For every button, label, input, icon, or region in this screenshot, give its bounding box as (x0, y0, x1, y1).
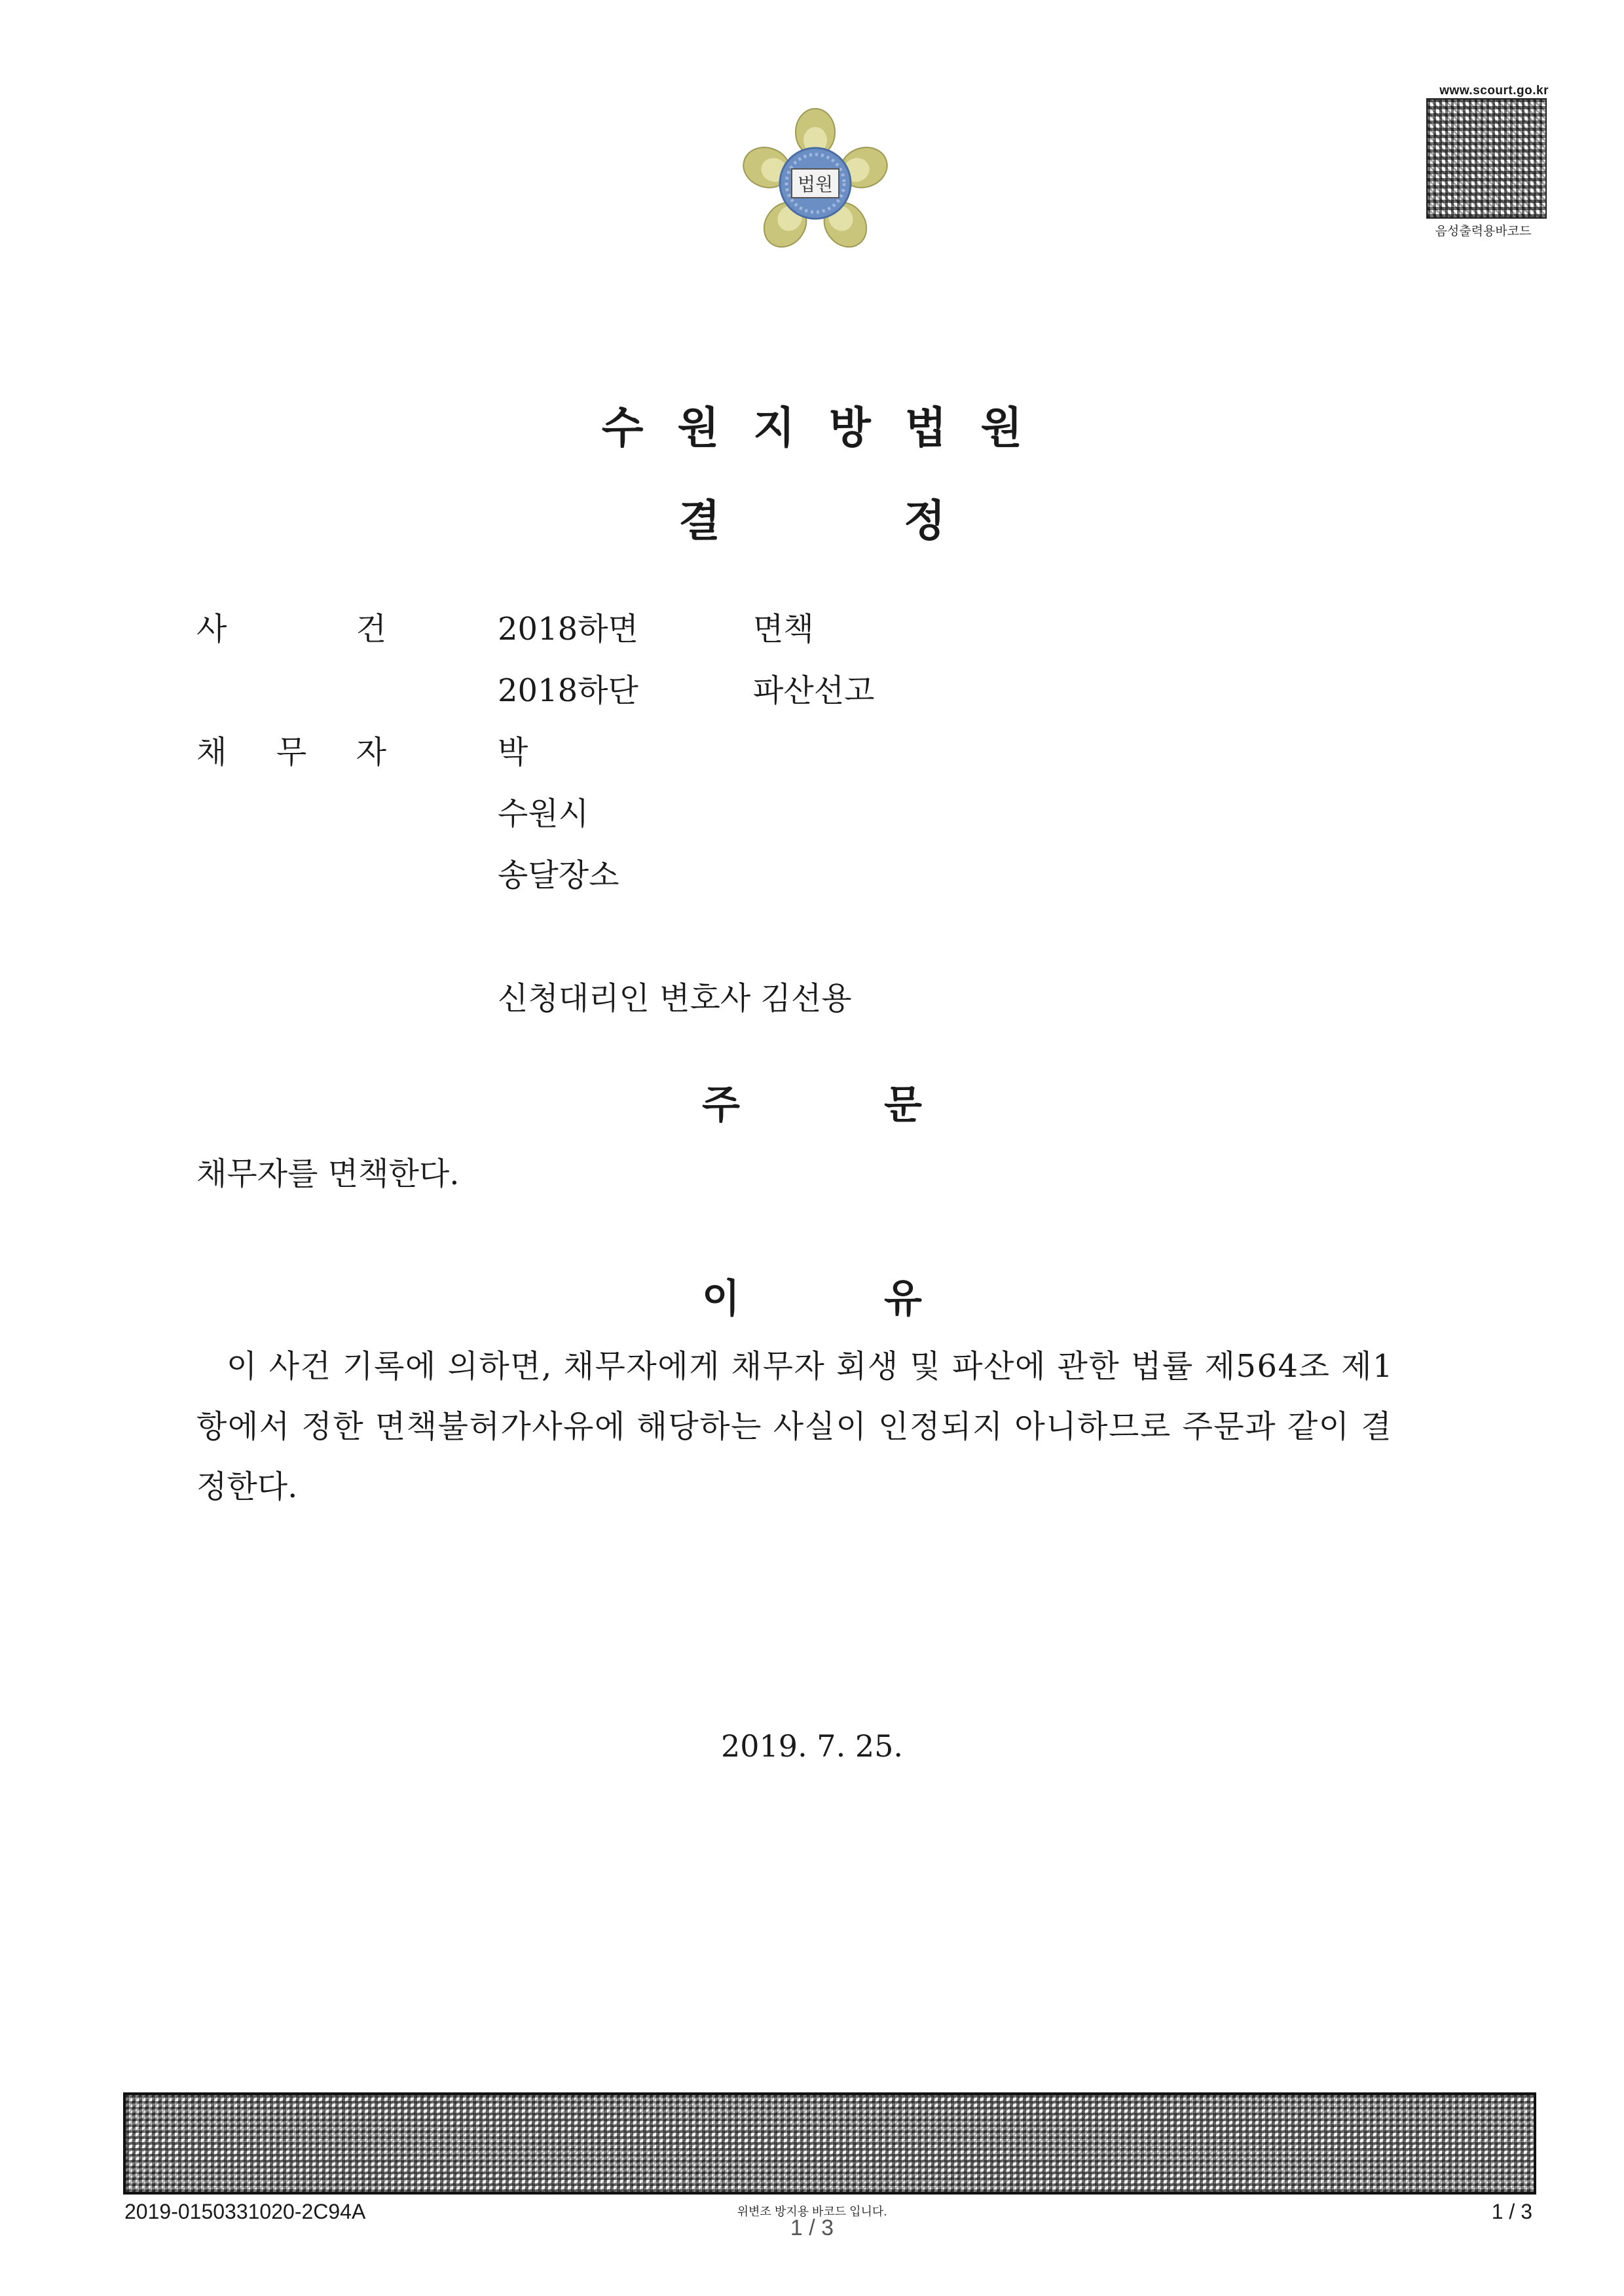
reason-line: 항에서 정한 면책불허가사유에 해당하는 사실이 인정되지 아니하므로 주문과 같이 결 (196, 1408, 1393, 1445)
reason-line: 이 사건 기록에 의하면, 채무자에게 채무자 회생 및 파산에 관한 법률 제564조 제1 (227, 1348, 1394, 1385)
debtor-label-char: 무 (276, 734, 307, 771)
qr-url: www.scourt.go.kr (1439, 84, 1549, 98)
qr-caption: 음성출력용바코드 (1435, 225, 1532, 238)
debtor-agent: 신청대리인 변호사 김선용 (498, 980, 852, 1017)
case-label-char: 사 (196, 611, 227, 647)
debtor-service-address: 송달장소 (498, 857, 619, 894)
debtor-label (196, 727, 386, 772)
voice-output-barcode (1426, 98, 1547, 219)
order-text: 채무자를 면책한다. (196, 1156, 460, 1192)
case-label-char: 건 (356, 611, 386, 647)
barcode-note: 위변조 방지용 바코드 입니다. (737, 2205, 887, 2218)
emblem-icon (737, 105, 894, 262)
case-name: 파산선고 (753, 672, 875, 709)
case-name: 면책 (753, 611, 814, 647)
case-label (196, 604, 386, 649)
document-title: 결정 (678, 496, 1129, 546)
court-name: 수원지방법원 (601, 403, 1057, 453)
debtor-address: 수원시 (498, 795, 589, 832)
debtor-label-char: 자 (356, 734, 386, 771)
case-number: 2018하면 (498, 611, 638, 647)
reason-line: 정한다. (196, 1468, 298, 1505)
reason-heading: 이유 (702, 1276, 1066, 1322)
page-number-center: 1 / 3 (790, 2215, 834, 2240)
court-emblem (737, 105, 894, 262)
case-number: 2018하단 (498, 672, 638, 709)
order-heading: 주문 (702, 1082, 1066, 1128)
document-code: 2019-0150331020-2C94A (124, 2200, 366, 2223)
svg-text:법원: 법원 (797, 173, 834, 195)
anti-forgery-barcode (123, 2092, 1536, 2195)
debtor-name: 박 (498, 734, 528, 771)
page-number: 1 / 3 (1491, 2200, 1532, 2223)
decision-date: 2019. 7. 25. (721, 1728, 903, 1764)
debtor-label-char: 채 (196, 734, 227, 771)
